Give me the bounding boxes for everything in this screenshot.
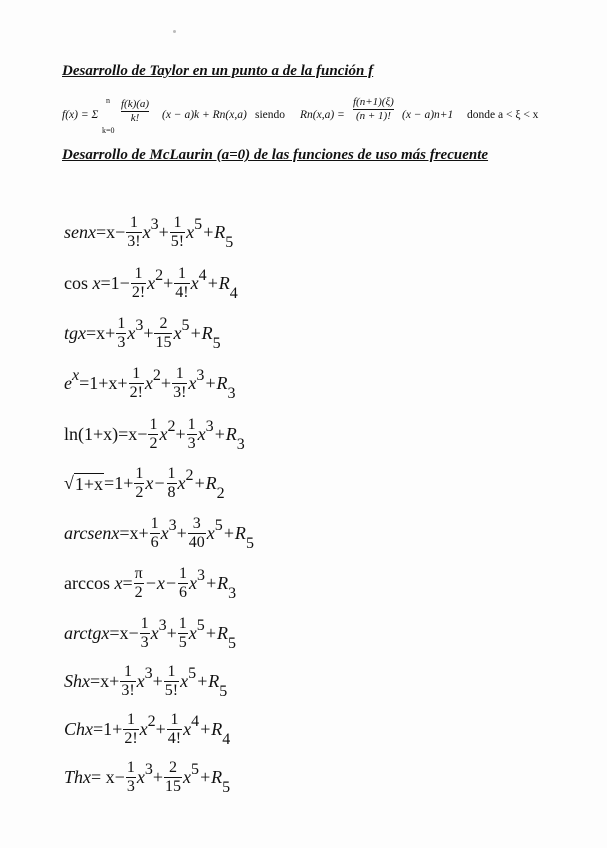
scan-speck	[173, 30, 176, 33]
lhs: ln(1+x)	[64, 424, 119, 444]
exp: 3	[158, 616, 167, 634]
op: =x+	[119, 523, 149, 543]
exp: 4	[191, 712, 200, 730]
lhs-exp: x	[72, 366, 80, 384]
lhs: e	[64, 373, 72, 393]
x: x	[189, 573, 197, 593]
remainder: +R	[193, 473, 217, 493]
exp: 4	[198, 266, 207, 284]
lhs-x: x	[92, 273, 101, 293]
series-th	[64, 760, 230, 795]
remainder-index: 5	[245, 534, 254, 552]
frac: $\frac{1}{2!}$	[124, 711, 138, 747]
frac: $\frac{1}{2}$	[135, 465, 144, 501]
remainder: +R	[202, 222, 226, 242]
rn-den: (n + 1)!	[355, 110, 391, 122]
taylor-formula	[62, 96, 582, 136]
op: =x+	[90, 671, 120, 691]
op: +	[176, 523, 187, 543]
x: x	[136, 671, 145, 691]
remainder-index: 3	[236, 435, 245, 453]
remainder-index: 5	[225, 233, 234, 251]
term-frac	[121, 99, 149, 124]
frac: $\frac{1}{3}$	[187, 416, 196, 452]
lhs: tgx	[64, 323, 86, 343]
series-cos	[64, 266, 238, 301]
frac: $\frac{1}{2!}$	[131, 265, 146, 301]
series-exp	[64, 366, 236, 401]
lhs: senx	[64, 222, 96, 242]
series-sqrt	[64, 466, 225, 501]
op: =	[122, 573, 133, 593]
op: =1+	[104, 473, 134, 493]
series-sh	[64, 664, 227, 699]
x: x	[173, 323, 182, 343]
remainder: +R	[206, 273, 230, 293]
remainder-index: 3	[227, 384, 236, 402]
series-tg	[64, 316, 221, 351]
op: +	[160, 373, 172, 393]
sqrt-lhs	[64, 473, 104, 495]
lhs: arctgx	[64, 623, 110, 643]
rn-fraction	[352, 97, 395, 122]
lhs: arccos	[64, 573, 110, 593]
lhs: cos	[64, 273, 88, 293]
mclaurin-heading: Desarrollo de McLaurin (a=0) de las funciones de uso más frecuente	[62, 147, 489, 163]
sum-top: n	[106, 96, 110, 105]
op: =x−	[118, 424, 148, 444]
remainder: +R	[198, 767, 223, 787]
x: x	[180, 671, 189, 691]
exp: 5	[196, 616, 205, 634]
frac: $\frac{1}{3!}$	[121, 663, 135, 699]
remainder: +R	[205, 573, 229, 593]
radicand: 1+x	[74, 473, 104, 494]
frac: $\frac{1}{5!}$	[164, 663, 179, 699]
op: = x−	[91, 767, 125, 787]
exp: 2	[167, 417, 176, 435]
remainder-index: 4	[222, 730, 231, 748]
x: −x−	[144, 573, 177, 593]
term-fraction	[120, 99, 150, 124]
x: x	[188, 373, 197, 393]
x: x	[127, 323, 136, 343]
lhs: Chx	[64, 719, 93, 739]
exp: 2	[152, 366, 161, 384]
rn-num: f(n+1)(ξ)	[353, 96, 394, 108]
frac: $\frac{1}{3!}$	[173, 365, 187, 401]
remainder-index: 5	[227, 634, 236, 652]
exp: 3	[144, 760, 153, 778]
op: +	[155, 719, 166, 739]
x: x	[142, 222, 151, 242]
frac: $\frac{3}{40}$	[188, 515, 205, 551]
x: x	[144, 373, 153, 393]
series-ch	[64, 712, 230, 747]
remainder: +R	[222, 523, 246, 543]
term-rest: (x − a)k + Rn(x,a)	[162, 109, 247, 121]
exp: 2	[155, 266, 164, 284]
remainder: +R	[204, 373, 228, 393]
rn-frac	[353, 97, 394, 122]
frac: $\frac{1}{5!}$	[170, 214, 185, 250]
remainder: +R	[196, 671, 220, 691]
frac: $\frac{1}{5}$	[178, 615, 187, 651]
exp: 3	[205, 417, 214, 435]
op: =x−	[109, 623, 139, 643]
remainder: +R	[189, 323, 213, 343]
op: +	[166, 623, 177, 643]
op: +	[152, 671, 163, 691]
lhs: Thx	[64, 767, 91, 787]
remainder: +R	[213, 424, 237, 444]
op: +	[143, 323, 154, 343]
op: +	[158, 222, 169, 242]
donde-text: donde a < ξ < x	[467, 109, 539, 121]
siendo-text: siendo	[255, 109, 286, 121]
frac: $\frac{\pi}{2}$	[134, 565, 143, 601]
frac: $\frac{1}{4!}$	[167, 711, 182, 747]
op: =1−	[100, 273, 130, 293]
term-den: k!	[130, 112, 140, 124]
x: x	[206, 523, 215, 543]
frac: $\frac{1}{3}$	[126, 759, 135, 795]
remainder: +R	[204, 623, 228, 643]
exp: 5	[188, 664, 197, 682]
taylor-heading: Desarrollo de Taylor en un punto a de la función f	[62, 63, 374, 79]
x: x	[136, 767, 145, 787]
frac: $\frac{1}{3}$	[117, 315, 126, 351]
exp: 5	[194, 215, 203, 233]
frac: $\frac{1}{6}$	[179, 565, 187, 601]
sum-bottom: k=0	[102, 126, 115, 135]
op: =1+	[93, 719, 123, 739]
frac: $\frac{1}{3}$	[140, 615, 149, 651]
rn-rest: (x − a)n+1	[402, 109, 454, 121]
frac: $\frac{1}{2}$	[149, 416, 158, 452]
term-num: f(k)(a)	[121, 98, 150, 110]
exp: 3	[135, 316, 144, 334]
series-arcsen	[64, 516, 254, 551]
x: x	[182, 767, 191, 787]
exp: 5	[214, 516, 223, 534]
exp: 3	[144, 664, 153, 682]
remainder-index: 5	[212, 334, 221, 352]
radical-sign: √	[64, 472, 74, 493]
op: +	[163, 273, 174, 293]
op: =x+	[86, 323, 116, 343]
op: =x−	[95, 222, 126, 242]
x: x	[188, 623, 197, 643]
remainder-index: 2	[216, 484, 225, 502]
frac: $\frac{1}{6}$	[150, 515, 159, 551]
series-sen	[64, 215, 233, 250]
frac: $\frac{2}{15}$	[164, 759, 181, 795]
x: x	[177, 473, 186, 493]
x: x	[197, 424, 206, 444]
series-arccos	[64, 566, 236, 601]
remainder: +R	[199, 719, 223, 739]
frac: $\frac{1}{4!}$	[175, 265, 189, 301]
exp: 3	[168, 516, 177, 534]
x: x	[183, 719, 192, 739]
exp: 3	[196, 366, 205, 384]
remainder-index: 5	[222, 778, 231, 796]
taylor-lhs: f(x) = Σ	[62, 109, 99, 121]
x: x	[159, 424, 168, 444]
series-ln	[64, 417, 245, 452]
op: +	[152, 767, 163, 787]
x: x	[147, 273, 156, 293]
exp: 5	[181, 316, 190, 334]
exp: 5	[190, 760, 199, 778]
remainder-index: 3	[228, 584, 237, 602]
x: x−	[145, 473, 166, 493]
remainder-index: 4	[229, 284, 238, 302]
x: x	[150, 623, 159, 643]
x: x	[190, 273, 199, 293]
frac: $\frac{2}{15}$	[155, 315, 172, 351]
x: x	[160, 523, 169, 543]
frac: $\frac{1}{3!}$	[127, 214, 141, 250]
frac: $\frac{1}{8}$	[167, 465, 176, 501]
exp: 3	[150, 215, 159, 233]
x: x	[186, 222, 195, 242]
op: +	[175, 424, 186, 444]
op: =1+x+	[79, 373, 128, 393]
lhs: arcsenx	[64, 523, 120, 543]
frac: $\frac{1}{2!}$	[129, 365, 143, 401]
x: x	[139, 719, 148, 739]
series-arctg	[64, 616, 236, 651]
lhs-x: x	[114, 573, 123, 593]
remainder-index: 5	[219, 682, 228, 700]
exp: 2	[185, 466, 194, 484]
exp: 3	[197, 566, 205, 584]
exp: 2	[147, 712, 156, 730]
rn-lhs: Rn(x,a) =	[300, 109, 345, 121]
lhs: Shx	[64, 671, 90, 691]
